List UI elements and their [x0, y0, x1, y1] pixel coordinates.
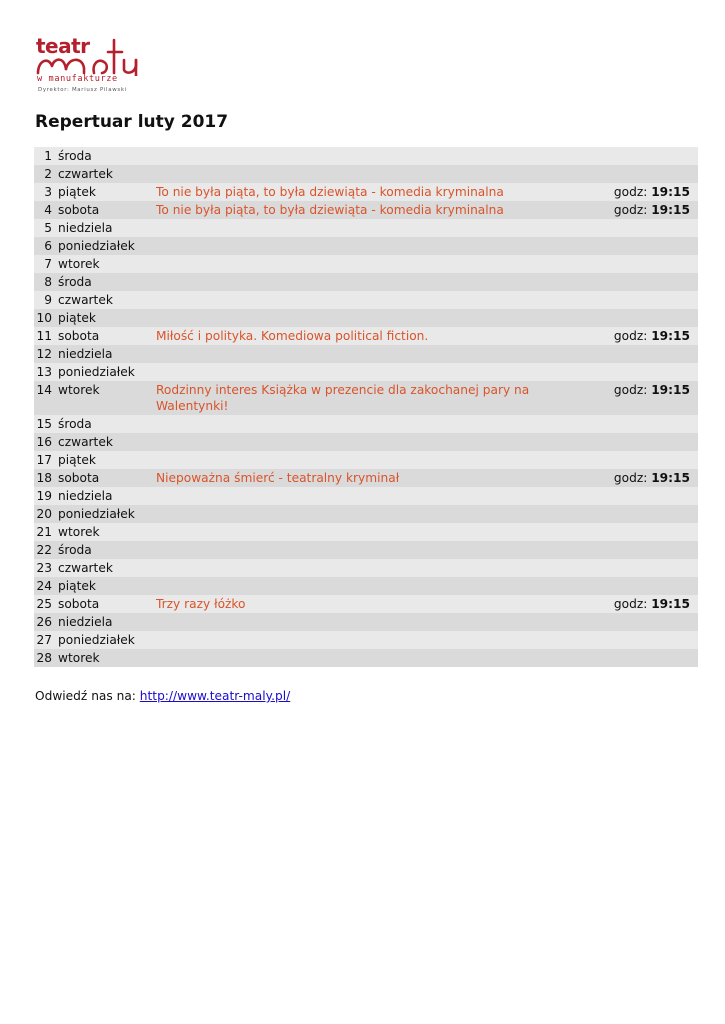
show-time	[602, 291, 698, 309]
day-number: 16	[34, 433, 58, 451]
show-title	[156, 255, 602, 273]
show-time	[602, 309, 698, 327]
weekday: poniedziałek	[58, 631, 156, 649]
show-title[interactable]: To nie była piąta, to była dziewiąta - komedia kryminalna	[156, 201, 602, 219]
day-number: 9	[34, 291, 58, 309]
table-row	[34, 165, 698, 183]
show-title	[156, 541, 602, 559]
table-row	[34, 523, 698, 541]
show-title	[156, 559, 602, 577]
show-title	[156, 273, 602, 291]
show-title	[156, 345, 602, 363]
time-label: godz:	[613, 597, 648, 611]
show-time	[602, 201, 698, 219]
day-number: 1	[34, 147, 58, 165]
show-time	[602, 595, 698, 613]
weekday: środa	[58, 541, 156, 559]
table-row	[34, 469, 698, 487]
table-row	[34, 345, 698, 363]
weekday: wtorek	[58, 649, 156, 667]
show-time	[602, 237, 698, 255]
time-value: 19:15	[651, 383, 690, 397]
day-number: 24	[34, 577, 58, 595]
time-label: godz:	[613, 329, 648, 343]
table-row	[34, 595, 698, 613]
logo-director: Dyrektor: Mariusz Pilawski	[38, 87, 127, 93]
weekday: wtorek	[58, 523, 156, 541]
logo-top-text: teatr	[36, 34, 90, 58]
table-row	[34, 451, 698, 469]
repertoire-table	[34, 147, 698, 667]
footer-visit	[35, 689, 290, 703]
weekday: środa	[58, 415, 156, 433]
show-time	[602, 183, 698, 201]
show-title	[156, 433, 602, 451]
table-row	[34, 487, 698, 505]
show-title[interactable]: Trzy razy łóżko	[156, 595, 602, 613]
show-title	[156, 577, 602, 595]
day-number: 23	[34, 559, 58, 577]
table-row	[34, 309, 698, 327]
day-number: 22	[34, 541, 58, 559]
time-value: 19:15	[651, 597, 690, 611]
table-row	[34, 559, 698, 577]
day-number: 6	[34, 237, 58, 255]
weekday: czwartek	[58, 291, 156, 309]
show-time	[602, 327, 698, 345]
day-number: 13	[34, 363, 58, 381]
weekday: poniedziałek	[58, 505, 156, 523]
show-time	[602, 451, 698, 469]
table-row	[34, 631, 698, 649]
show-title	[156, 451, 602, 469]
weekday: czwartek	[58, 165, 156, 183]
table-row	[34, 433, 698, 451]
table-row	[34, 201, 698, 219]
logo-script-mark	[36, 36, 154, 76]
show-title[interactable]: Rodzinny interes Książka w prezencie dla zakochanej pary na Walentynki!	[156, 381, 602, 415]
theatre-logo	[36, 36, 154, 98]
table-row	[34, 541, 698, 559]
table-row	[34, 147, 698, 165]
table-row	[34, 237, 698, 255]
table-row	[34, 273, 698, 291]
show-time	[602, 165, 698, 183]
day-number: 26	[34, 613, 58, 631]
table-row	[34, 363, 698, 381]
show-title[interactable]: Niepoważna śmierć - teatralny kryminał	[156, 469, 602, 487]
time-value: 19:15	[651, 329, 690, 343]
show-title	[156, 147, 602, 165]
show-time	[602, 523, 698, 541]
weekday: sobota	[58, 595, 156, 613]
table-row	[34, 577, 698, 595]
day-number: 11	[34, 327, 58, 345]
day-number: 7	[34, 255, 58, 273]
day-number: 19	[34, 487, 58, 505]
day-number: 14	[34, 381, 58, 415]
weekday: sobota	[58, 327, 156, 345]
show-time	[602, 363, 698, 381]
show-title	[156, 219, 602, 237]
show-title	[156, 363, 602, 381]
website-link[interactable]: http://www.teatr-maly.pl/	[139, 689, 291, 703]
show-title[interactable]: To nie była piąta, to była dziewiąta - komedia kryminalna	[156, 183, 602, 201]
day-number: 15	[34, 415, 58, 433]
weekday: poniedziałek	[58, 237, 156, 255]
show-time	[602, 219, 698, 237]
show-time	[602, 273, 698, 291]
show-title	[156, 649, 602, 667]
day-number: 17	[34, 451, 58, 469]
table-row	[34, 649, 698, 667]
show-title	[156, 309, 602, 327]
show-title	[156, 237, 602, 255]
show-time	[602, 433, 698, 451]
show-time	[602, 147, 698, 165]
table-row	[34, 219, 698, 237]
weekday: czwartek	[58, 433, 156, 451]
weekday: wtorek	[58, 255, 156, 273]
weekday: sobota	[58, 201, 156, 219]
page-title: Repertuar luty 2017	[35, 112, 229, 132]
table-row	[34, 505, 698, 523]
day-number: 27	[34, 631, 58, 649]
show-time	[602, 577, 698, 595]
weekday: piątek	[58, 309, 156, 327]
day-number: 8	[34, 273, 58, 291]
weekday: niedziela	[58, 219, 156, 237]
repertoire-table-body	[34, 147, 698, 667]
day-number: 10	[34, 309, 58, 327]
table-row	[34, 183, 698, 201]
time-label: godz:	[613, 471, 648, 485]
time-value: 19:15	[651, 471, 690, 485]
table-row	[34, 415, 698, 433]
show-time	[602, 559, 698, 577]
footer-label: Odwiedź nas na:	[35, 689, 136, 703]
time-label: godz:	[613, 203, 648, 217]
show-time	[602, 255, 698, 273]
weekday: wtorek	[58, 381, 156, 415]
day-number: 12	[34, 345, 58, 363]
logo-subtitle: w manufakturze	[37, 74, 118, 84]
day-number: 5	[34, 219, 58, 237]
weekday: niedziela	[58, 345, 156, 363]
day-number: 21	[34, 523, 58, 541]
show-time	[602, 541, 698, 559]
show-time	[602, 345, 698, 363]
show-title	[156, 613, 602, 631]
show-title	[156, 291, 602, 309]
table-row	[34, 291, 698, 309]
weekday: piątek	[58, 577, 156, 595]
time-value: 19:15	[651, 203, 690, 217]
show-title	[156, 415, 602, 433]
show-time	[602, 505, 698, 523]
show-title	[156, 631, 602, 649]
show-title	[156, 523, 602, 541]
weekday: poniedziałek	[58, 363, 156, 381]
weekday: środa	[58, 273, 156, 291]
day-number: 25	[34, 595, 58, 613]
day-number: 2	[34, 165, 58, 183]
time-value: 19:15	[651, 185, 690, 199]
show-time	[602, 381, 698, 415]
time-label: godz:	[613, 185, 648, 199]
show-title	[156, 165, 602, 183]
weekday: piątek	[58, 183, 156, 201]
day-number: 4	[34, 201, 58, 219]
day-number: 18	[34, 469, 58, 487]
show-title	[156, 487, 602, 505]
table-row	[34, 327, 698, 345]
show-time	[602, 613, 698, 631]
weekday: sobota	[58, 469, 156, 487]
time-label: godz:	[613, 383, 648, 397]
weekday: niedziela	[58, 487, 156, 505]
day-number: 28	[34, 649, 58, 667]
show-time	[602, 469, 698, 487]
show-title	[156, 505, 602, 523]
show-time	[602, 649, 698, 667]
weekday: czwartek	[58, 559, 156, 577]
show-time	[602, 415, 698, 433]
weekday: środa	[58, 147, 156, 165]
table-row	[34, 613, 698, 631]
weekday: niedziela	[58, 613, 156, 631]
show-title[interactable]: Miłość i polityka. Komediowa political fiction.	[156, 327, 602, 345]
show-time	[602, 487, 698, 505]
show-time	[602, 631, 698, 649]
day-number: 20	[34, 505, 58, 523]
weekday: piątek	[58, 451, 156, 469]
day-number: 3	[34, 183, 58, 201]
table-row	[34, 381, 698, 415]
table-row	[34, 255, 698, 273]
